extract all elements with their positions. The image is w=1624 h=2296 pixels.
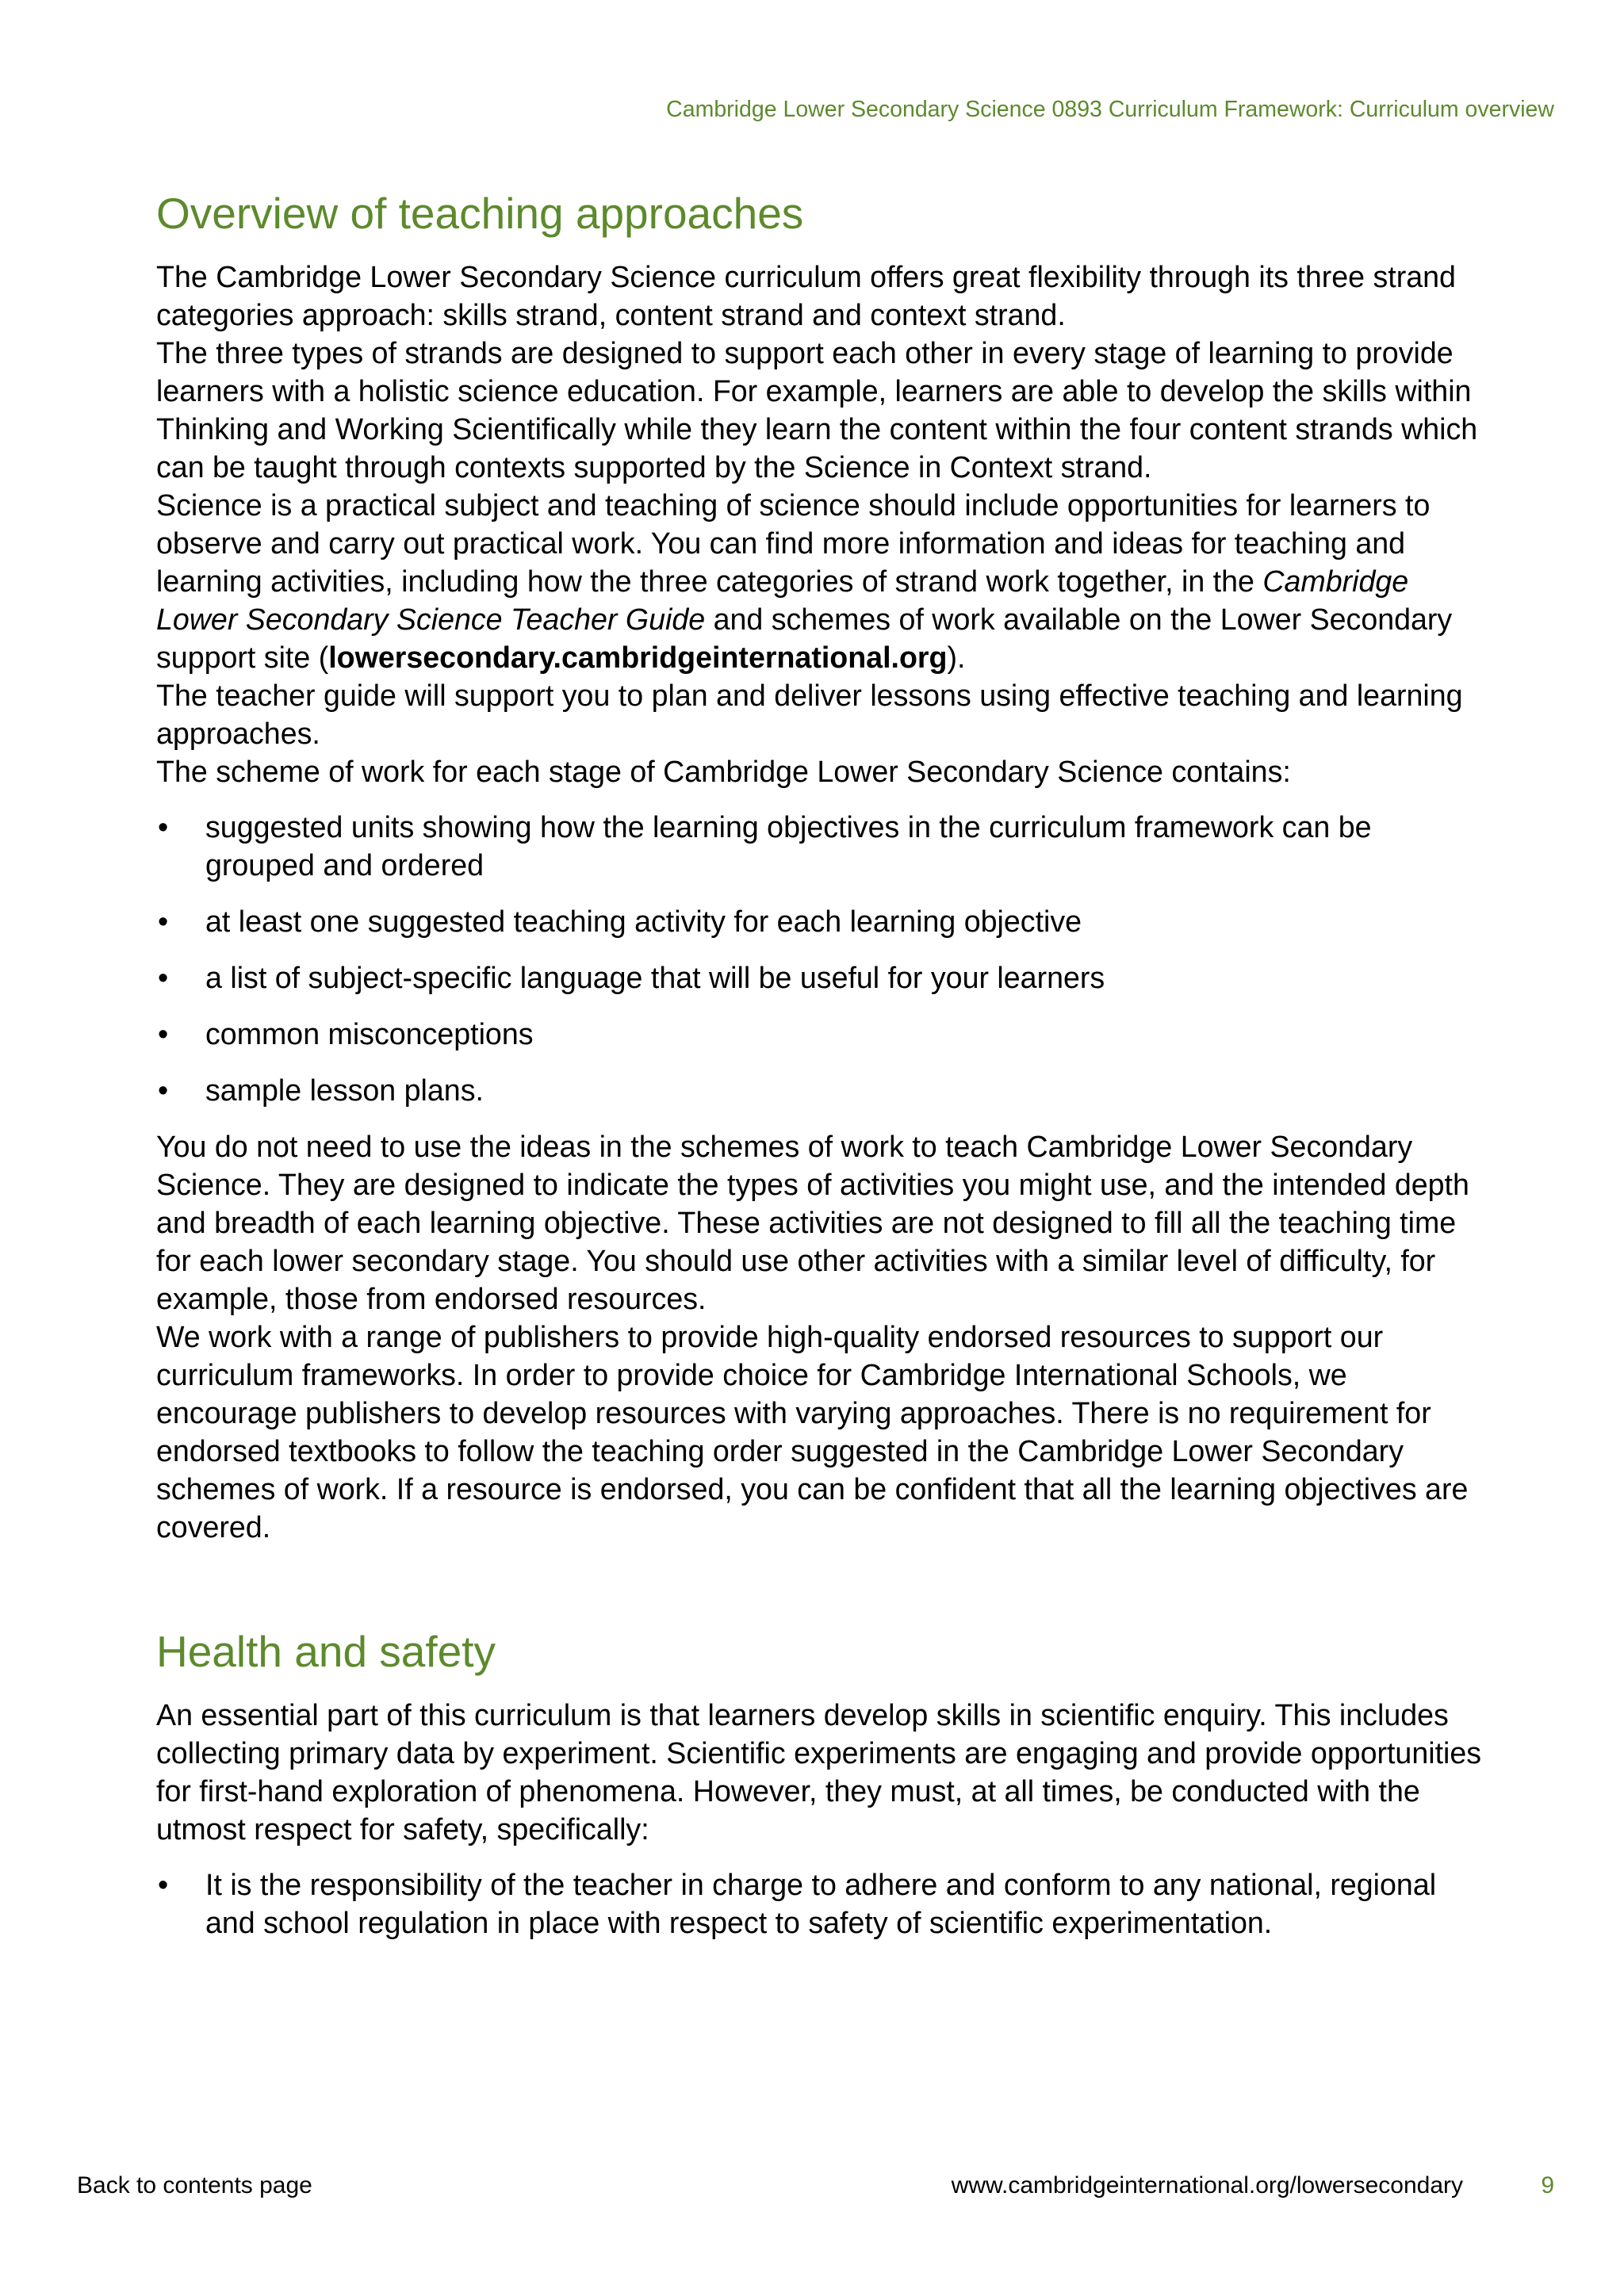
section-heading-overview: Overview of teaching approaches xyxy=(156,189,804,238)
paragraph-text: and schemes of work available on the Lower Secondary support site ( xyxy=(156,603,1453,674)
paragraph-text: Science is a practical subject and teaching of science should include opportunities for learners to observe and carry out practical work. You can find more information and ideas for teaching and learning activities, including how the three categories of strand work together, in the xyxy=(156,488,1431,598)
list-item xyxy=(156,808,1488,884)
page-number: 9 xyxy=(1541,2172,1554,2198)
back-to-contents-link[interactable]: Back to contents page xyxy=(77,2172,312,2198)
list-item-text: common misconceptions xyxy=(205,1017,534,1050)
list-item xyxy=(156,1071,1488,1109)
list-item-text: a list of subject-specific language that will be useful for your learners xyxy=(205,961,1105,994)
section-heading-health-safety: Health and safety xyxy=(156,1627,496,1676)
list-item xyxy=(156,1866,1488,1942)
list-item-text: It is the responsibility of the teacher in charge to adhere and conform to any national, regional and school regulation in place with respect to safety of scientific experimentation. xyxy=(205,1868,1437,1939)
list-item-text: at least one suggested teaching activity for each learning objective xyxy=(205,905,1082,938)
safety-list xyxy=(156,1866,1488,1942)
teacher-guide-title: Cambridge Lower Secondary Science Teacher Guide xyxy=(156,564,1409,636)
overview-paragraph-4: The teacher guide will support you to plan and deliver lessons using effective teaching and learning approaches. xyxy=(156,679,1463,750)
scheme-contents-list xyxy=(156,808,1488,1109)
bullet-icon: • xyxy=(158,905,169,938)
list-item xyxy=(156,1015,1488,1053)
running-header: Cambridge Lower Secondary Science 0893 Curriculum Framework: Curriculum overview xyxy=(666,97,1554,122)
page-content xyxy=(156,187,1488,1960)
list-item xyxy=(156,902,1488,940)
footer-url-link[interactable]: www.cambridgeinternational.org/lowersecondary xyxy=(951,2172,1463,2198)
list-item xyxy=(156,959,1488,997)
overview-paragraph-5: The scheme of work for each stage of Cambridge Lower Secondary Science contains: xyxy=(156,755,1291,788)
overview-paragraph-7: We work with a range of publishers to provide high-quality endorsed resources to support our curriculum frameworks. In order to provide choice for Cambridge International Schools, we encourage publishers to develop resources with varying approaches. There is no requirement for endorsed textbooks to follow the teaching order suggested in the Cambridge Lower Secondary schemes of work. If a resource is endorsed, you can be confident that all the learning objectives are covered. xyxy=(156,1320,1469,1544)
bullet-icon: • xyxy=(158,1073,169,1107)
health-paragraph-1: An essential part of this curriculum is that learners develop skills in scientific enquiry. This includes collecting primary data by experiment. Scientific experiments are engaging and provide opportunities for first-hand exploration of phenomena. However, they must, at all times, be conducted with the utmost respect for safety, specifically: xyxy=(156,1698,1482,1846)
bullet-icon: • xyxy=(158,961,169,994)
overview-paragraph-3 xyxy=(156,486,1488,676)
bullet-icon: • xyxy=(158,1868,169,1901)
overview-paragraph-2: The three types of strands are designed to support each other in every stage of learning to provide learners with a holistic science education. For example, learners are able to develop the skills within Thinking and Working Scientifically while they learn the content within the four content strands which can be taught through contexts supported by the Science in Context strand. xyxy=(156,336,1478,484)
list-item-text: sample lesson plans. xyxy=(205,1073,484,1107)
support-site-link[interactable]: lowersecondary.cambridgeinternational.org xyxy=(328,641,948,674)
paragraph-text: ). xyxy=(947,641,966,674)
bullet-icon: • xyxy=(158,1017,169,1050)
overview-paragraph-6: You do not need to use the ideas in the schemes of work to teach Cambridge Lower Secondary Science. They are designed to indicate the types of activities you might use, and the intended depth and breadth of each learning objective. These activities are not designed to fill all the teaching time for each lower secondary stage. You should use other activities with a similar level of difficulty, for example, those from endorsed resources. xyxy=(156,1130,1469,1315)
list-item-text: suggested units showing how the learning objectives in the curriculum framework can be grouped and ordered xyxy=(205,810,1372,882)
bullet-icon: • xyxy=(158,810,169,844)
overview-paragraph-1: The Cambridge Lower Secondary Science curriculum offers great flexibility through its three strand categories approach: skills strand, content strand and context strand. xyxy=(156,260,1456,331)
